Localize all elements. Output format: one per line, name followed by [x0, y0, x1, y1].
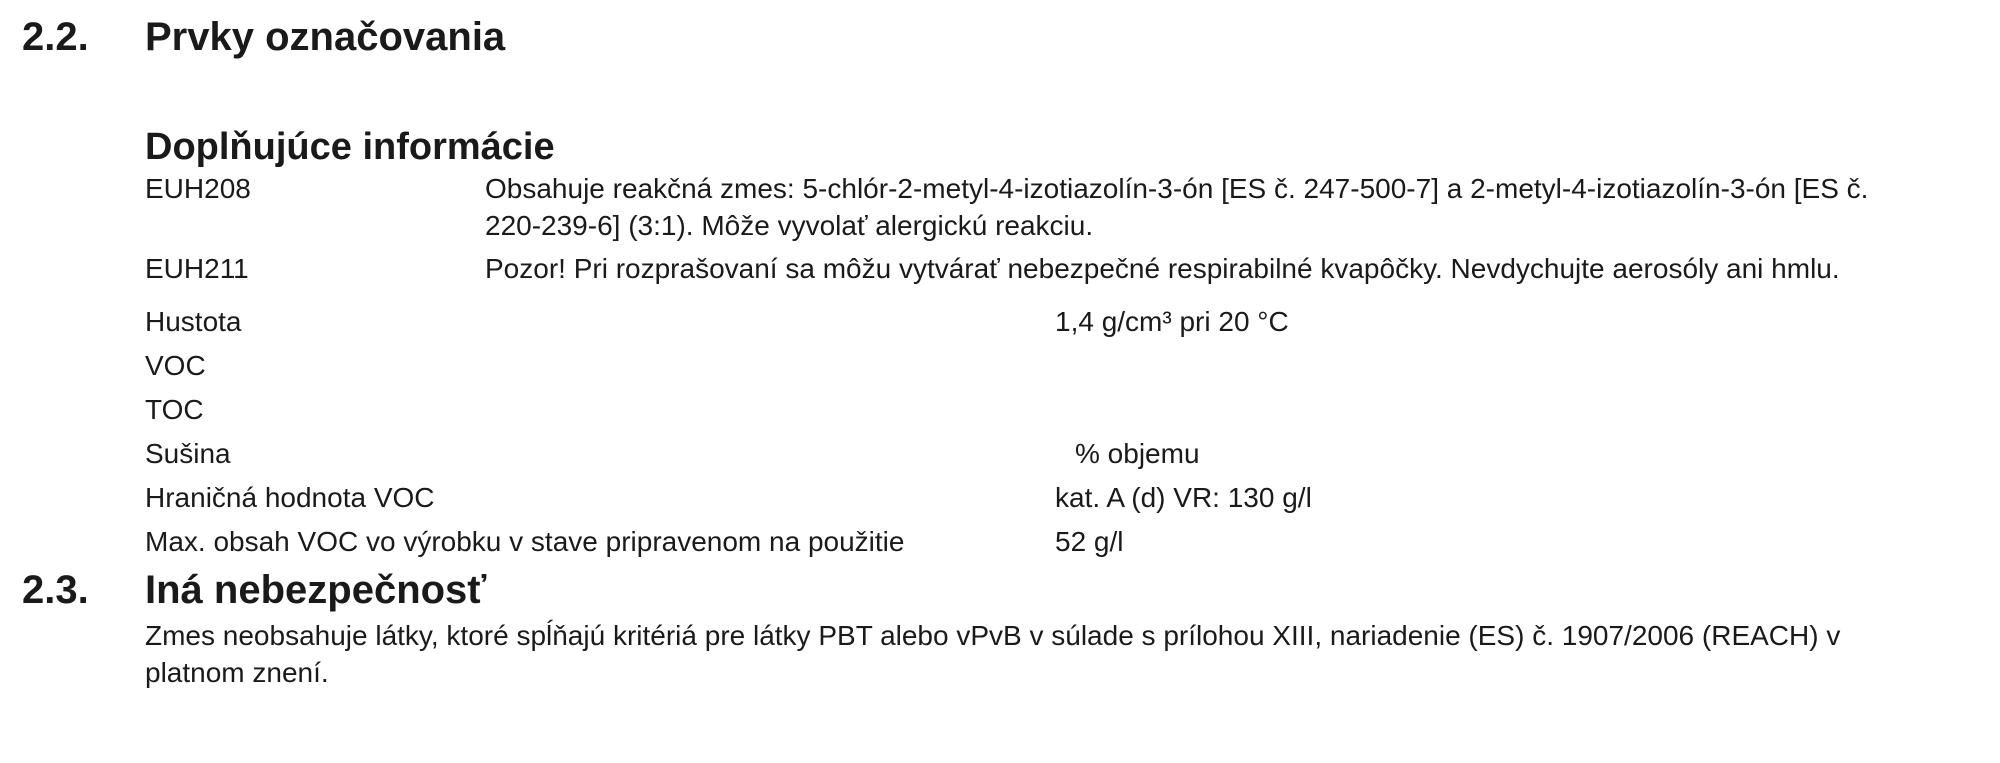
table-row — [145, 387, 2000, 431]
property-value: 52 g/l — [1055, 525, 1124, 557]
section-2-2-heading — [0, 14, 2000, 60]
euh-statement-text: Obsahuje reakčná zmes: 5-chlór-2-metyl-4-izotiazolín-3-ón [ES č. 247-500-7] a 2-metyl-4-izotiazolín-3-ón [ES č. 220-239-6] (3:1). Môže vyvolať alergickú reakciu. — [485, 173, 1869, 241]
section-2-3-number: 2.3. — [22, 568, 89, 612]
property-label: Max. obsah VOC vo výrobku v stave pripravenom na použitie — [145, 525, 905, 557]
section-2-2-title: Prvky označovania — [145, 15, 506, 59]
supplemental-info-subheading: Doplňujúce informácie — [145, 126, 555, 168]
euh-code: EUH211 — [145, 253, 249, 284]
property-label: Hustota — [145, 305, 242, 337]
property-value: % objemu — [1075, 437, 1200, 469]
table-row — [145, 519, 2000, 563]
euh-row — [145, 170, 2000, 244]
section-2-3-heading — [0, 567, 2000, 613]
property-label: TOC — [145, 393, 204, 425]
euh-statements — [145, 170, 2000, 287]
section-2-2-number: 2.2. — [22, 15, 89, 59]
property-label: Hraničná hodnota VOC — [145, 481, 435, 513]
property-label: VOC — [145, 349, 206, 381]
property-value: 1,4 g/cm³ pri 20 °C — [1055, 305, 1289, 337]
table-row — [145, 431, 2000, 475]
section-2-3-title: Iná nebezpečnosť — [145, 568, 487, 612]
table-row — [145, 343, 2000, 387]
euh-row — [145, 250, 2000, 287]
property-value: kat. A (d) VR: 130 g/l — [1055, 481, 1312, 513]
euh-code: EUH208 — [145, 173, 251, 204]
other-hazards-paragraph: Zmes neobsahuje látky, ktoré spĺňajú kritériá pre látky PBT alebo vPvB v súlade s prílohou XIII, nariadenie (ES) č. 1907/2006 (REACH) v platnom znení. — [145, 620, 1841, 688]
table-row — [145, 475, 2000, 519]
properties-table — [145, 299, 2000, 563]
property-label: Sušina — [145, 437, 231, 469]
euh-statement-text: Pozor! Pri rozprašovaní sa môžu vytvárať nebezpečné respirabilné kvapôčky. Nevdychujte aerosóly ani hmlu. — [485, 253, 1840, 284]
table-row — [145, 299, 2000, 343]
section-2-2-content — [145, 124, 2000, 563]
section-2-3-content — [145, 617, 2000, 691]
